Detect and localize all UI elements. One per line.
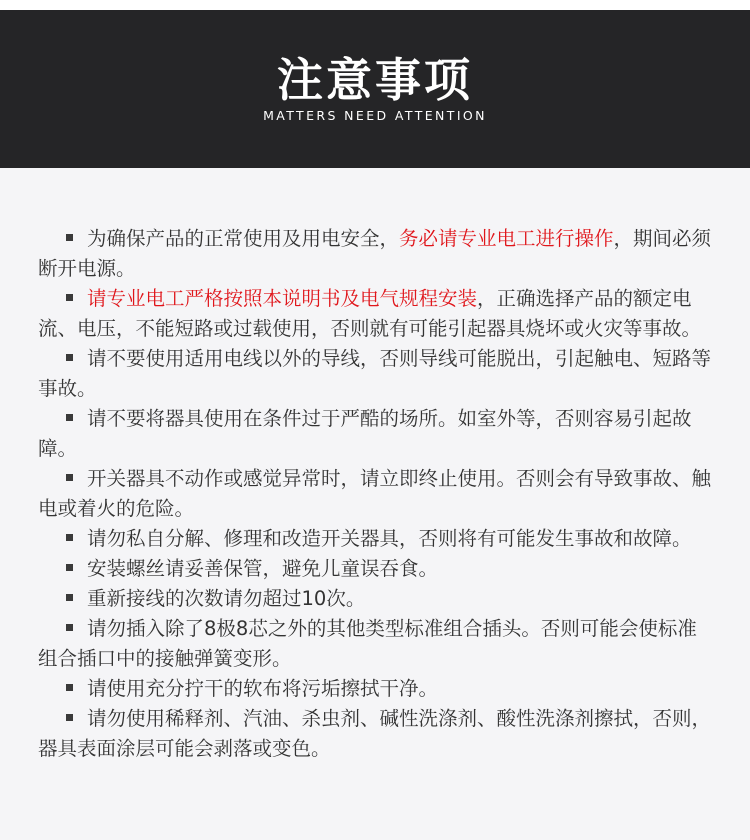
header-banner xyxy=(0,10,750,168)
note-text: 请勿插入除了8极8芯之外的其他类型标准组合插头。否则可能会使标准组合插口中的接触弹簧变形。 xyxy=(38,617,697,670)
note-item xyxy=(38,404,714,464)
note-text: 请勿私自分解、修理和改造开关器具，否则将有可能发生事故和故障。 xyxy=(87,527,692,550)
note-text-tail: ，正确选择产品的额定电流、电压，不能短路或过载使用，否则就有可能引起器具烧坏或火灾等事故。 xyxy=(38,287,702,340)
note-item xyxy=(38,584,714,614)
bullet-icon xyxy=(66,714,73,721)
note-item xyxy=(38,704,714,764)
note-item xyxy=(38,524,714,554)
note-text: 请使用充分拧干的软布将污垢擦拭干净。 xyxy=(87,677,439,700)
bullet-icon xyxy=(66,594,73,601)
note-text: 请不要使用适用电线以外的导线，否则导线可能脱出，引起触电、短路等事故。 xyxy=(38,347,712,400)
note-item xyxy=(38,224,714,284)
bullet-icon xyxy=(66,474,73,481)
note-text: 为确保产品的正常使用及用电安全， xyxy=(87,227,400,250)
note-text: 安装螺丝请妥善保管，避免儿童误吞食。 xyxy=(87,557,439,580)
note-highlight: 务必请专业电工进行操作 xyxy=(399,227,614,250)
note-text: 重新接线的次数请勿超过10次。 xyxy=(87,587,366,610)
bullet-icon xyxy=(66,294,73,301)
top-strip xyxy=(0,0,750,10)
page-subtitle: MATTERS NEED ATTENTION xyxy=(263,108,487,123)
page-title: 注意事项 xyxy=(277,53,473,107)
bullet-icon xyxy=(66,624,73,631)
note-text: 开关器具不动作或感觉异常时，请立即终止使用。否则会有导致事故、触电或着火的危险。 xyxy=(38,467,712,520)
note-text: 请不要将器具使用在条件过于严酷的场所。如室外等，否则容易引起故障。 xyxy=(38,407,692,460)
note-item xyxy=(38,554,714,584)
bullet-icon xyxy=(66,354,73,361)
bullet-icon xyxy=(66,234,73,241)
note-item xyxy=(38,614,714,674)
note-item xyxy=(38,674,714,704)
bullet-icon xyxy=(66,684,73,691)
bullet-icon xyxy=(66,564,73,571)
note-item xyxy=(38,344,714,404)
note-highlight: 请专业电工严格按照本说明书及电气规程安装 xyxy=(87,287,478,310)
bullet-icon xyxy=(66,534,73,541)
note-text-tail: ，期间必须断开电源。 xyxy=(38,227,712,280)
notes-list xyxy=(38,224,714,764)
note-text: 请勿使用稀释剂、汽油、杀虫剂、碱性洗涤剂、酸性洗涤剂擦拭，否则，器具表面涂层可能会剥落或变色。 xyxy=(38,707,712,760)
bullet-icon xyxy=(66,414,73,421)
note-item xyxy=(38,464,714,524)
note-item xyxy=(38,284,714,344)
